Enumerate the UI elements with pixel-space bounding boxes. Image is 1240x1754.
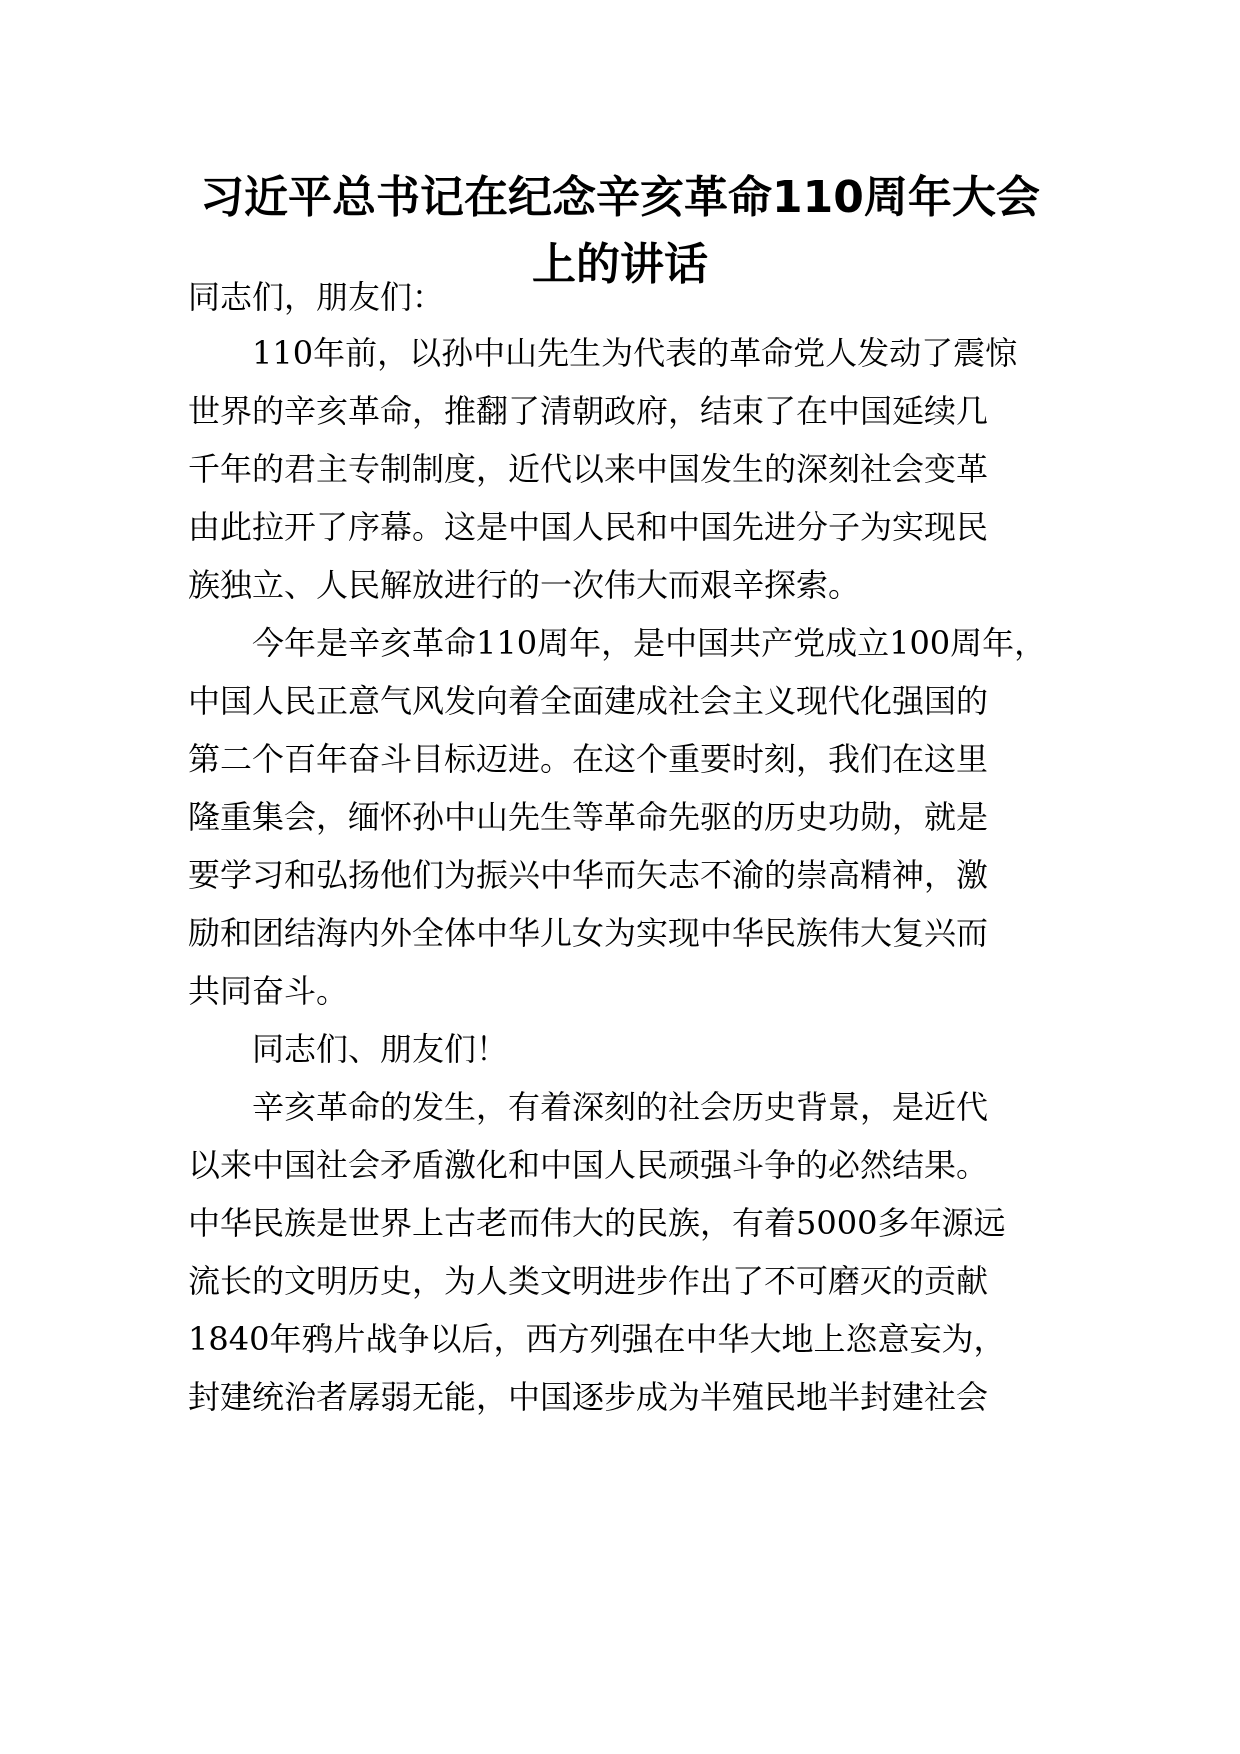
text-line: 流长的文明历史，为人类文明进步作出了不可磨灭的贡献 — [188, 1262, 989, 1300]
text-line: 以来中国社会矛盾激化和中国人民顽强斗争的必然结果。 — [188, 1146, 989, 1184]
text-line: 由此拉开了序幕。这是中国人民和中国先进分子为实现民 — [188, 508, 989, 546]
text-line: 要学习和弘扬他们为振兴中华而矢志不渝的崇高精神，激 — [188, 856, 989, 894]
text-line: 第二个百年奋斗目标迈进。在这个重要时刻，我们在这里 — [188, 740, 989, 778]
text-line: 1840年鸦片战争以后，西方列强在中华大地上恣意妄为， — [188, 1320, 1006, 1358]
text-line: 族独立、人民解放进行的一次伟大而艰辛探索。 — [188, 566, 861, 604]
text-line: 世界的辛亥革命，推翻了清朝政府，结束了在中国延续几 — [188, 392, 989, 430]
text-line: 千年的君主专制制度，近代以来中国发生的深刻社会变革 — [188, 450, 989, 488]
text-line: 辛亥革命的发生，有着深刻的社会历史背景，是近代 — [252, 1088, 989, 1126]
salutation: 同志们，朋友们： — [188, 278, 445, 316]
text-line: 封建统治者孱弱无能，中国逐步成为半殖民地半封建社会 — [188, 1378, 989, 1416]
document-title-line-1: 习近平总书记在纪念辛亥革命110周年大会 — [200, 172, 1040, 223]
document-title-line-2: 上的讲话 — [532, 239, 708, 290]
text-line: 励和团结海内外全体中华儿女为实现中华民族伟大复兴而 — [188, 914, 989, 952]
text-line: 隆重集会，缅怀孙中山先生等革命先驱的历史功勋，就是 — [188, 798, 989, 836]
text-line: 中华民族是世界上古老而伟大的民族，有着5000多年源远 — [188, 1204, 1006, 1242]
text-line: 同志们、朋友们！ — [252, 1030, 509, 1068]
text-line: 今年是辛亥革命110周年，是中国共产党成立100周年， — [252, 624, 1047, 662]
text-line: 110年前，以孙中山先生为代表的革命党人发动了震惊 — [252, 334, 1018, 372]
text-line: 共同奋斗。 — [188, 972, 349, 1010]
text-line: 中国人民正意气风发向着全面建成社会主义现代化强国的 — [188, 682, 989, 720]
